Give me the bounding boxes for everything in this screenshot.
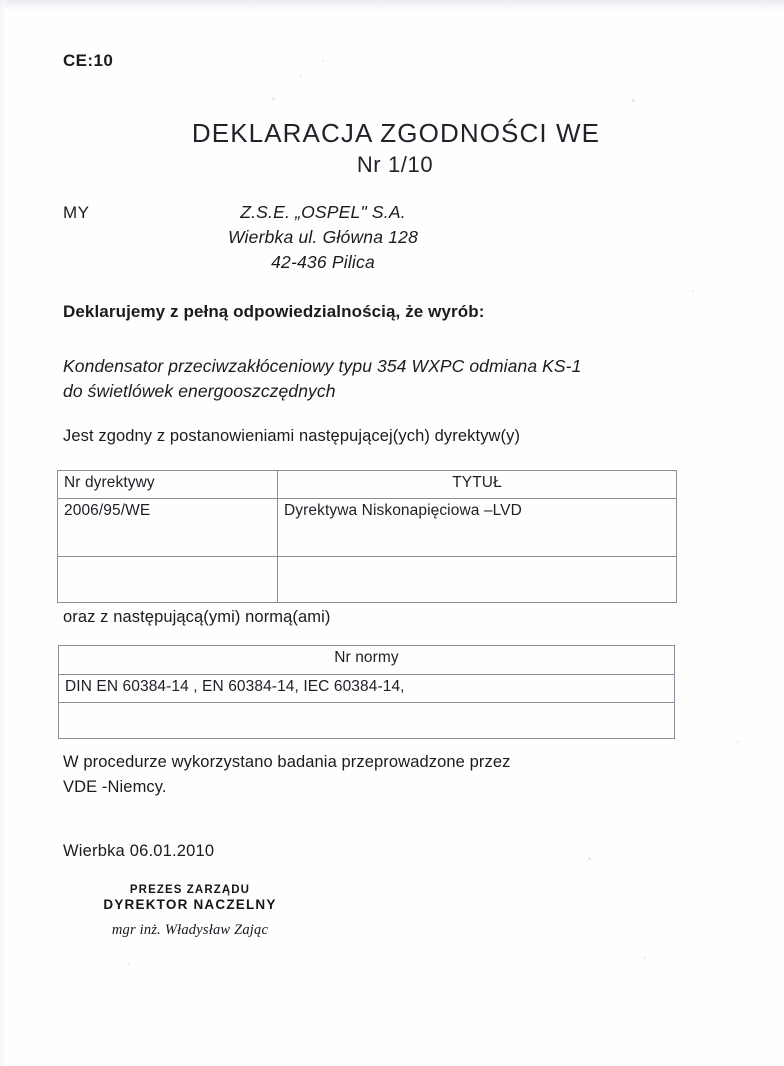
column-header-directive-number: Nr dyrektywy [58, 471, 278, 499]
table-header-row [58, 471, 677, 499]
table-row [59, 703, 675, 739]
test-procedure-note-line-2: VDE -Niemcy. [63, 778, 167, 796]
issuer-address-block [148, 200, 498, 275]
declarant-label: MY [63, 203, 90, 222]
declaration-statement: Deklarujemy z pełną odpowiedzialnością, że wyrób: [63, 302, 485, 321]
column-header-title: TYTUŁ [278, 471, 677, 499]
norms-table [58, 645, 675, 739]
test-procedure-note [63, 750, 683, 800]
scan-speck [632, 99, 635, 102]
signatory-name: mgr inż. Władysław Zając [111, 922, 269, 938]
scan-speck [644, 957, 646, 959]
scan-speck [128, 963, 130, 965]
product-description [63, 354, 723, 404]
ce-mark-label: CE:10 [63, 51, 114, 70]
product-line-2: do świetlówek energooszczędnych [63, 381, 336, 401]
table-header-row [59, 646, 675, 675]
cell-directive-title [278, 557, 677, 603]
conformity-intro: Jest zgodny z postanowieniami następującej(ych) dyrektyw(y) [63, 427, 521, 445]
issuer-street: Wierbka ul. Główna 128 [227, 227, 419, 247]
product-line-1: Kondensator przeciwzakłóceniowy typu 354 WXPC odmiana KS-1 [63, 356, 582, 376]
column-header-norm-number: Nr normy [59, 646, 675, 675]
table-row [58, 557, 677, 603]
scan-speck [588, 857, 591, 860]
page-title: DEKLARACJA ZGODNOŚCI WE [191, 118, 601, 148]
table-row [59, 675, 675, 703]
cell-norm-number [59, 703, 675, 739]
scan-speck [272, 97, 275, 100]
signatory-role-secondary: DYREKTOR NACZELNY [103, 897, 277, 912]
scan-edge-artifact-top [0, 0, 784, 12]
issuer-city: 42-436 Pilica [271, 252, 375, 272]
document-number: Nr 1/10 [356, 152, 434, 177]
cell-directive-title: Dyrektywa Niskonapięciowa –LVD [278, 499, 677, 557]
cell-norm-number: DIN EN 60384-14 , EN 60384-14, IEC 60384-14, [59, 675, 675, 703]
scan-speck [322, 60, 324, 62]
scan-speck [300, 75, 302, 77]
signature-block [60, 884, 320, 939]
cell-directive-number: 2006/95/WE [58, 499, 278, 557]
scan-speck [737, 741, 739, 743]
test-procedure-note-line-1: W procedurze wykorzystano badania przeprowadzone przez [63, 753, 511, 771]
directives-table [57, 470, 677, 603]
scan-speck [692, 290, 694, 292]
table-row [58, 499, 677, 557]
norms-intro: oraz z następującą(ymi) normą(ami) [63, 608, 331, 626]
issuer-company-name: Z.S.E. „OSPEL" S.A. [240, 202, 406, 222]
place-and-date: Wierbka 06.01.2010 [63, 842, 215, 860]
cell-directive-number [58, 557, 278, 603]
signatory-role-primary: PREZES ZARZĄDU [129, 884, 251, 896]
